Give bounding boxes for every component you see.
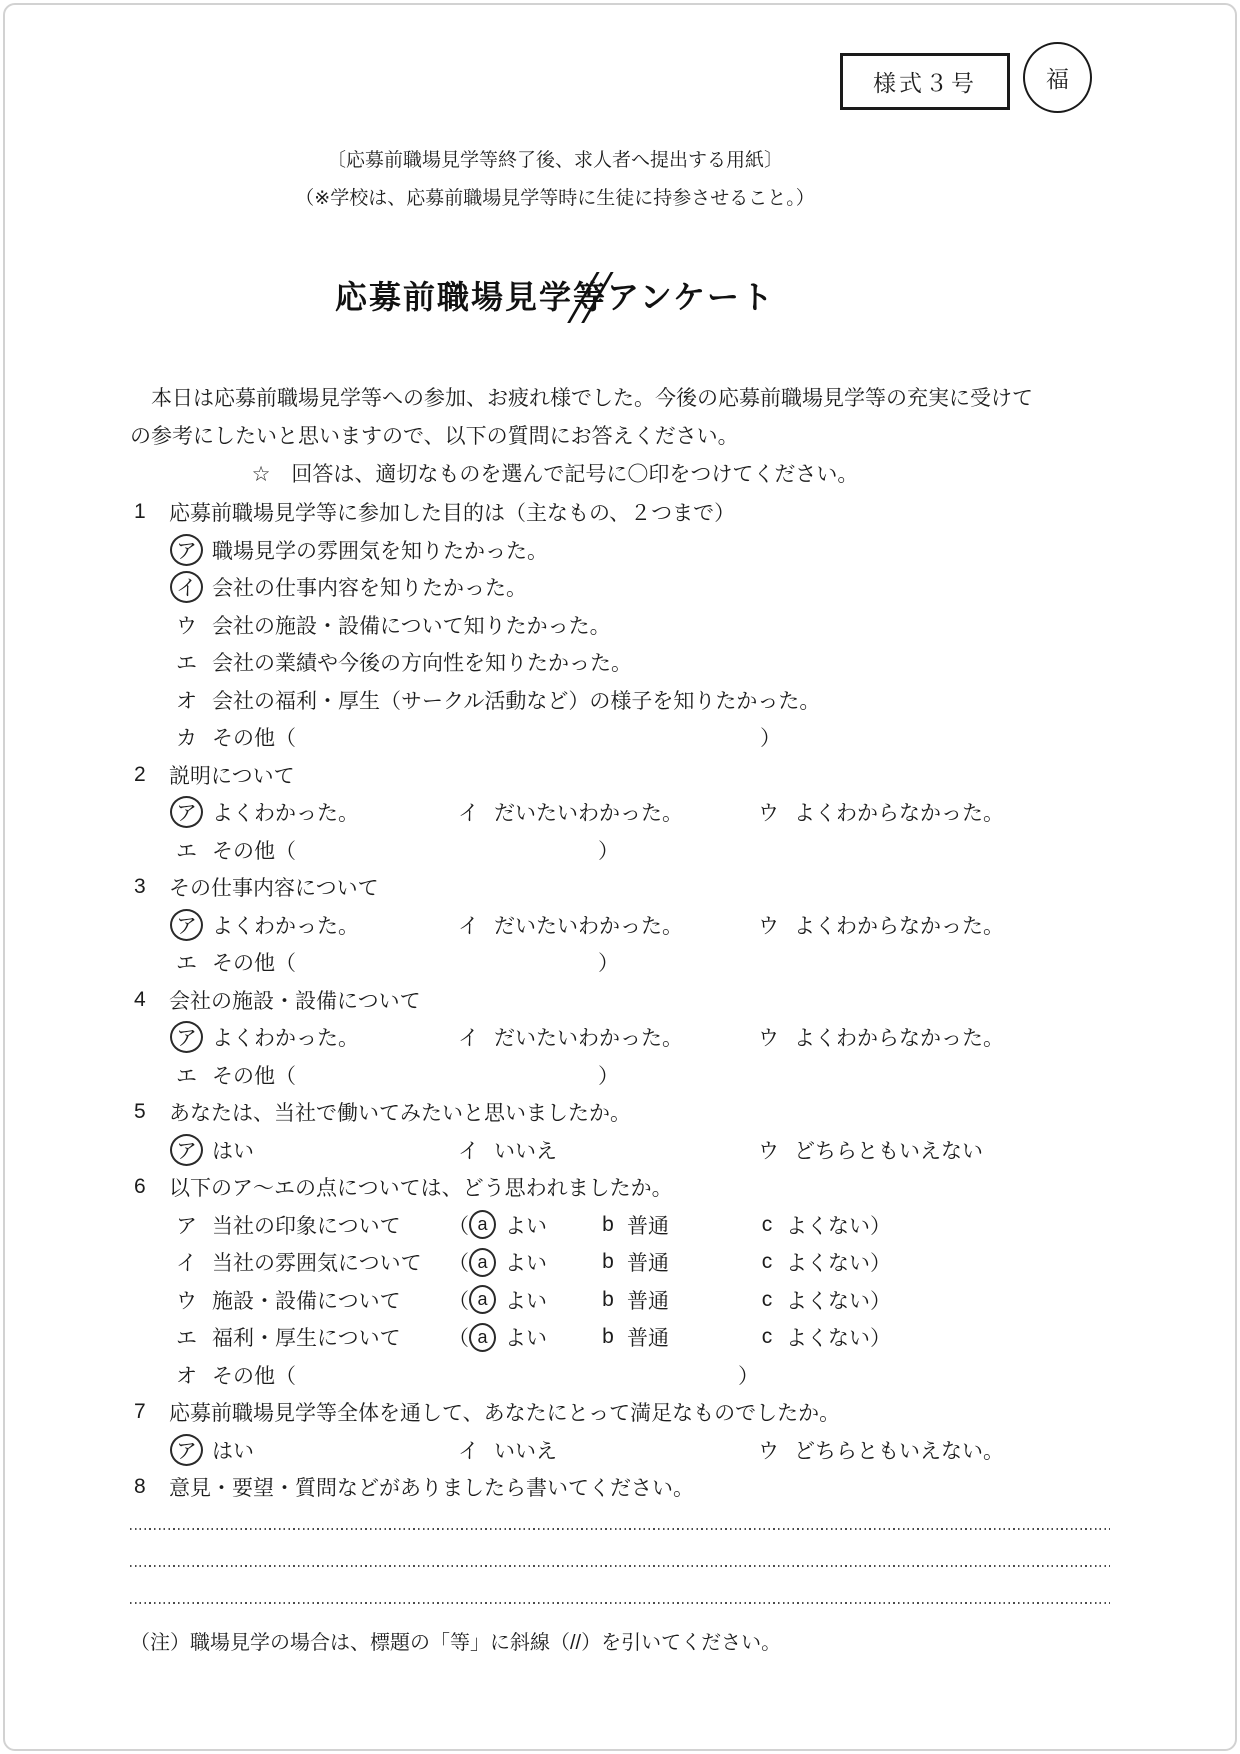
rating-text: 普通 [627, 1252, 669, 1276]
answer-circle-mark: ア [170, 534, 203, 566]
question-text: その仕事内容について [169, 877, 379, 901]
option-label: c [761, 1325, 773, 1349]
choice-text: だいたいわかった。 [494, 1027, 683, 1051]
approval-seal [1023, 42, 1092, 113]
question-number: 4 [134, 987, 146, 1011]
question-5-header [130, 1094, 1200, 1132]
open-paren: （ [448, 1327, 469, 1351]
option-label: イ [458, 914, 479, 938]
close-paren: ） [760, 727, 781, 751]
choice-u [752, 906, 1004, 944]
q6-rating-row-i [130, 1244, 1200, 1282]
answer-circle-mark: ア [170, 1021, 203, 1053]
question-number: 5 [134, 1100, 146, 1124]
choice-u [752, 1019, 1004, 1057]
rating-text: よくない） [786, 1252, 891, 1276]
rating-good [448, 1319, 547, 1357]
q2-choices-row [130, 794, 1200, 832]
option-label: オ [176, 1364, 197, 1388]
option-label: イ [458, 1139, 479, 1163]
rating-subject: 当社の雰囲気について [212, 1252, 422, 1276]
answer-circle-mark: a [469, 1323, 496, 1352]
choice-text: はい [212, 1439, 254, 1463]
choice-text: よくわからなかった。 [794, 802, 1004, 826]
answer-circle-mark: a [469, 1210, 496, 1239]
answer-dotted-line [130, 1528, 1110, 1530]
intro-paragraph [130, 380, 1200, 456]
rating-good [448, 1206, 547, 1244]
q1-option-e [130, 644, 1200, 682]
open-paren: （ [448, 1289, 469, 1313]
rating-bad [757, 1244, 891, 1282]
title-suffix: アンケート [606, 279, 776, 315]
q3-other-row [130, 944, 1200, 982]
answer-dotted-line [130, 1565, 1110, 1567]
option-text: その他（ [212, 1064, 296, 1088]
rating-text: よくない） [786, 1214, 891, 1238]
choice-i [452, 1431, 557, 1469]
option-text: その他（ [212, 952, 296, 976]
intro-line-1: 本日は応募前職場見学等への参加、お疲れ様でした。今後の応募前職場見学等の充実に受けて [130, 387, 1033, 410]
choice-text: どちらともいえない。 [794, 1439, 1004, 1463]
answer-dotted-line [130, 1602, 1110, 1604]
option-text: 会社の施設・設備について知りたかった。 [212, 614, 611, 638]
choice-text: どちらともいえない [794, 1139, 983, 1163]
option-label: イ [176, 1252, 197, 1276]
question-number: 2 [134, 762, 146, 786]
option-text: 会社の福利・厚生（サークル活動など）の様子を知りたかった。 [212, 689, 821, 713]
question-4-header [130, 981, 1200, 1019]
q1-option-ka-other [130, 719, 1200, 757]
intro-line-2: の参考にしたいと思いますので、以下の質問にお答えください。 [130, 425, 739, 448]
choice-i [452, 1131, 557, 1169]
rating-subject: 当社の印象について [212, 1214, 401, 1238]
rating-text: 普通 [627, 1289, 669, 1313]
question-number: 7 [134, 1400, 146, 1424]
q2-other-row [130, 831, 1200, 869]
choice-text: だいたいわかった。 [494, 802, 683, 826]
option-label: オ [176, 689, 197, 713]
choice-u [752, 1131, 983, 1169]
option-label: ウ [176, 614, 197, 638]
option-label: ウ [758, 1139, 779, 1163]
option-label: カ [176, 727, 197, 751]
rating-text: よい [505, 1327, 547, 1351]
open-paren: （ [448, 1214, 469, 1238]
q6-rating-row-u [130, 1281, 1200, 1319]
free-answer-area [130, 1528, 1200, 1604]
form-code-text: 様式３号 [873, 70, 977, 96]
option-label: c [761, 1250, 773, 1274]
choice-u [752, 1431, 1004, 1469]
question-text: 以下のア～エの点については、どう思われましたか。 [169, 1177, 673, 1201]
question-2-header [130, 756, 1200, 794]
question-6-header [130, 1169, 1200, 1207]
rating-bad [757, 1206, 891, 1244]
choice-text: よくわからなかった。 [794, 1027, 1004, 1051]
option-label: ウ [758, 914, 779, 938]
answer-circle-mark: ア [170, 909, 203, 941]
option-label: ウ [176, 1289, 197, 1313]
question-7-header [130, 1394, 1200, 1432]
rating-bad [757, 1281, 891, 1319]
rating-subject: 福利・厚生について [212, 1327, 401, 1351]
rating-good [448, 1281, 547, 1319]
choice-a [170, 794, 359, 832]
q1-option-i [130, 569, 1200, 607]
question-3-header [130, 869, 1200, 907]
choice-text: はい [212, 1139, 254, 1163]
rating-text: 普通 [627, 1327, 669, 1351]
question-number: 6 [134, 1175, 146, 1199]
title-prefix: 応募前職場見学 [334, 279, 573, 315]
q1-option-u [130, 606, 1200, 644]
footer-note: （注）職場見学の場合は、標題の「等」に斜線（//）を引いてください。 [130, 1632, 782, 1654]
question-text: 応募前職場見学等に参加した目的は（主なもの、２つまで） [169, 502, 736, 526]
option-label: ア [176, 1214, 197, 1238]
option-text: 職場見学の雰囲気を知りたかった。 [212, 539, 548, 563]
choice-a [170, 1431, 254, 1469]
option-label: エ [176, 652, 197, 676]
choice-u [752, 794, 1004, 832]
choice-text: よくわかった。 [212, 802, 359, 826]
rating-normal [598, 1206, 669, 1244]
option-label: b [602, 1287, 614, 1311]
question-text: あなたは、当社で働いてみたいと思いましたか。 [169, 1102, 631, 1126]
close-paren: ） [738, 1364, 759, 1388]
option-label: b [602, 1325, 614, 1349]
rating-normal [598, 1281, 669, 1319]
answer-circle-mark: ア [170, 796, 203, 828]
question-text: 説明について [169, 764, 295, 788]
instruction-line: ☆ 回答は、適切なものを選んで記号に〇印をつけてください。 [251, 463, 859, 486]
rating-text: よい [505, 1289, 547, 1313]
close-paren: ） [598, 839, 619, 863]
q6-rating-row-a [130, 1206, 1200, 1244]
option-label: b [602, 1250, 614, 1274]
header-note-2: （※学校は、応募前職場見学等時に生徒に持参させること。） [295, 188, 815, 209]
q6-rating-row-e [130, 1319, 1200, 1357]
option-label: c [761, 1287, 773, 1311]
page-title [130, 274, 980, 320]
answer-circle-mark: ア [170, 1434, 203, 1466]
option-text: 会社の仕事内容を知りたかった。 [212, 577, 527, 601]
q5-choices-row [130, 1131, 1200, 1169]
rating-normal [598, 1244, 669, 1282]
option-text: 会社の業績や今後の方向性を知りたかった。 [212, 652, 632, 676]
q6-other-row [130, 1356, 1200, 1394]
q1-option-o [130, 681, 1200, 719]
question-number: 1 [134, 500, 146, 524]
option-label: ウ [758, 802, 779, 826]
option-text: その他（ [212, 1364, 296, 1388]
title-slashed-char: 等 [573, 274, 607, 320]
close-paren: ） [598, 952, 619, 976]
choice-text: いいえ [494, 1439, 557, 1463]
choice-i [452, 794, 683, 832]
choice-a [170, 1019, 359, 1057]
q3-choices-row [130, 906, 1200, 944]
rating-subject: 施設・設備について [212, 1289, 401, 1313]
option-label: イ [458, 802, 479, 826]
choice-a [170, 1131, 254, 1169]
choice-text: よくわかった。 [212, 914, 359, 938]
seal-text: 福 [1046, 66, 1069, 92]
choice-i [452, 906, 683, 944]
option-text: その他（ [212, 839, 296, 863]
answer-circle-mark: a [469, 1248, 496, 1277]
option-label: エ [176, 839, 197, 863]
open-paren: （ [448, 1252, 469, 1276]
question-number: 3 [134, 875, 146, 899]
rating-normal [598, 1319, 669, 1357]
header-block [130, 142, 980, 320]
choice-a [170, 906, 359, 944]
choice-text: よくわかった。 [212, 1027, 359, 1051]
option-label: イ [458, 1439, 479, 1463]
q4-other-row [130, 1056, 1200, 1094]
rating-bad [757, 1319, 891, 1357]
answer-circle-mark: ア [170, 1134, 203, 1166]
option-label: エ [176, 952, 197, 976]
option-text: その他（ [212, 727, 296, 751]
rating-text: よくない） [786, 1327, 891, 1351]
option-label: イ [458, 1027, 479, 1051]
option-label: ウ [758, 1439, 779, 1463]
question-number: 8 [134, 1475, 146, 1499]
close-paren: ） [598, 1064, 619, 1088]
rating-text: よくない） [786, 1289, 891, 1313]
question-8-header [130, 1469, 1200, 1507]
choice-i [452, 1019, 683, 1057]
choice-text: だいたいわかった。 [494, 914, 683, 938]
option-label: ウ [758, 1027, 779, 1051]
q1-option-a [130, 531, 1200, 569]
choice-text: よくわからなかった。 [794, 914, 1004, 938]
question-1-header [130, 494, 1200, 532]
question-text: 意見・要望・質問などがありましたら書いてください。 [169, 1477, 694, 1501]
choice-text: いいえ [494, 1139, 557, 1163]
header-note-1: 〔応募前職場見学等終了後、求人者へ提出する用紙〕 [326, 150, 783, 171]
question-text: 会社の施設・設備について [169, 989, 421, 1013]
option-label: b [602, 1212, 614, 1236]
option-label: エ [176, 1327, 197, 1351]
question-text: 応募前職場見学等全体を通して、あなたにとって満足なものでしたか。 [169, 1402, 841, 1426]
answer-circle-mark: イ [170, 571, 203, 603]
rating-text: よい [505, 1214, 547, 1238]
option-label: c [761, 1212, 773, 1236]
q7-choices-row [130, 1431, 1200, 1469]
form-code-box [840, 53, 1010, 110]
q4-choices-row [130, 1019, 1200, 1057]
rating-good [448, 1244, 547, 1282]
rating-text: よい [505, 1252, 547, 1276]
rating-text: 普通 [627, 1214, 669, 1238]
option-label: エ [176, 1064, 197, 1088]
answer-circle-mark: a [469, 1285, 496, 1314]
